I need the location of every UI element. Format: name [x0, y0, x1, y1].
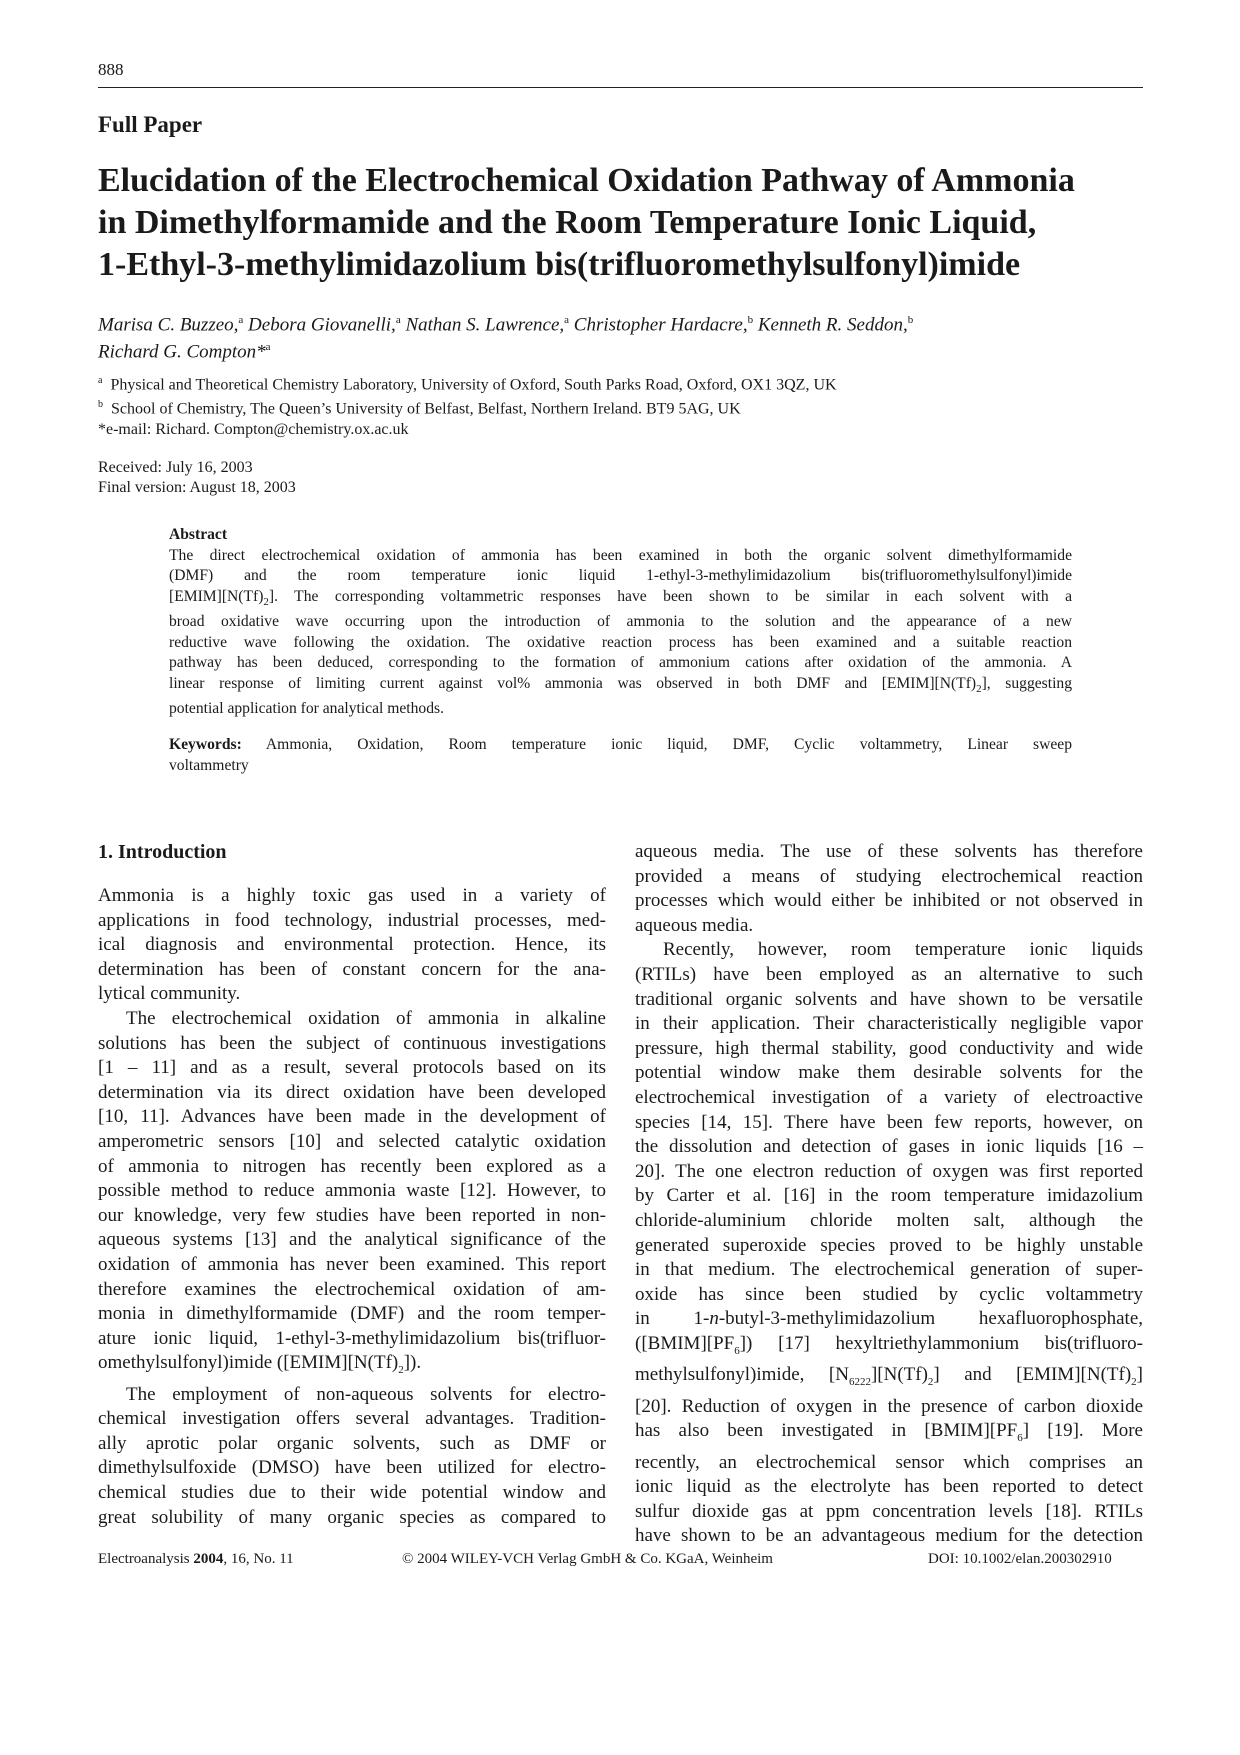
left-column [98, 840, 606, 1530]
abstract-line: pathway has been deduced, corresponding to the formation of ammonium cations after oxidation of the ammonia. A [169, 654, 1072, 672]
page-number: 888 [98, 60, 124, 79]
affiliations [98, 371, 1148, 440]
author: Nathan S. Lawrence, [405, 314, 565, 336]
right-column [635, 840, 1143, 1549]
paper-title [98, 160, 1148, 286]
affiliation-mark: a [98, 375, 103, 386]
section-label: Full Paper [98, 112, 203, 137]
author: Marisa C. Buzzeo, [98, 314, 239, 336]
keywords-continued: voltammetry [169, 756, 249, 774]
author: Debora Giovanelli, [248, 314, 396, 336]
title-line: 1-Ethyl-3-methylimidazolium bis(trifluoromethylsulfonyl)imide [98, 246, 1021, 283]
author-list [98, 309, 1148, 364]
author: Richard G. Compton* [98, 341, 266, 363]
keywords-label: Keywords: [169, 736, 242, 753]
paragraph-rtils: Recently, however, room temperature ionic liquids (RTILs) have been employed as an alternative to such traditional organic solvents and have shown to be versatile in their application. Their characteristically negligible vapor pressure, high thermal stability, good conductivity and wide potential window make them desirable solvents for the electrochemical investigation of a variety of electroactive species [14, 15]. There have been few reports, however, on the dissolution and detection of gases in ionic liquids [16 – 20]. The one electron reduction of oxygen was first reported by Carter et al. [16] in the room temperature imidazolium chloride-aluminium chloride molten salt, although the generated superoxide species proved to be highly unstable in that medium. The electrochemical generation of super- oxide has since been studied by cyclic voltammetry in 1-n-butyl-3-methylimidazolium hexafluorophosphate, $([BMIM][PF_6])$ [17] hexyltriethylammonium bis(trifluoro- methylsulfonyl)imide, $[N_{6222}][N(Tf)_2]$ and $[EMIM][N(Tf)_2]$ [20]. Reduction of oxygen in the presence of carbon dioxide has also been investigated in $[BMIM][PF_6]$ [19]. More recently, an electrochemical sensor which comprises an ionic liquid as the electrolyte has been reported to detect sulfur dioxide gas at ppm concentration levels [18]. RTILs have shown to be an advantageous medium for the detection [635, 939, 1144, 1547]
abstract-heading: Abstract [169, 526, 228, 543]
title-line: in Dimethylformamide and the Room Temperature Ionic Liquid, [98, 204, 1037, 241]
affiliation-a: Physical and Theoretical Chemistry Laboratory, University of Oxford, South Parks Road, Oxford, OX1 3QZ, UK [110, 376, 837, 394]
affiliation-mark: b [98, 399, 103, 411]
affiliation-mark: a [265, 341, 271, 354]
author: Christopher Hardacre, [573, 314, 748, 336]
affiliation-mark: a [238, 314, 244, 326]
affiliation-mark: a [395, 314, 401, 326]
dates [98, 458, 296, 498]
footer-copyright: © 2004 WILEY-VCH Verlag GmbH & Co. KGaA, Weinheim [402, 1551, 773, 1567]
header-rule [98, 87, 1143, 88]
affiliation-mark: b [747, 314, 754, 326]
footer-journal: Electroanalysis 2004, 16, No. 11 [98, 1551, 294, 1567]
paragraph-2: The electrochemical oxidation of ammonia in alkaline solutions has been the subject of continuous investigations [1 – 11] and as a result, several protocols based on its determination via its direct oxidation have been developed [10, 11]. Advances have been made in the development of amperometric sensors [10] and selected catalytic oxidation of ammonia to nitrogen has recently been explored as a possible method to reduce ammonia waste [12]. However, to our knowledge, very few studies have been reported in non- aqueous systems [13] and the analytical significance of the oxidation of ammonia has never been examined. This report therefore examines the electrochemical oxidation of am- monia in dimethylformamide (DMF) and the room temper- ature ionic liquid, 1-ethyl-3-methylimidazolium bis(trifluor- omethylsulfonyl)imide $([EMIM][N(Tf)_2])$. [98, 1007, 606, 1377]
keywords-list: Ammonia, Oxidation, Room temperature ionic liquid, DMF, Cyclic voltammetry, Linear sweep [265, 736, 1072, 753]
affiliation-mark: a [564, 314, 570, 326]
paragraph-1: Ammonia is a highly toxic gas used in a variety of applications in food technology, industrial processes, med- ical diagnosis and environmental protection. Hence, its determination has been of constant concern for the ana- lytical community. [98, 885, 606, 1005]
keywords [169, 735, 1072, 776]
contact-email: *e-mail: Richard. Compton@chemistry.ox.ac.uk [98, 420, 409, 438]
final-version-date: Final version: August 18, 2003 [98, 479, 296, 496]
abstract-line: The direct electrochemical oxidation of ammonia has been examined in both the organic solvent dimethylformamide [169, 546, 1072, 564]
title-line: Elucidation of the Electrochemical Oxidation Pathway of Ammonia [98, 162, 1075, 199]
received-date: Received: July 16, 2003 [98, 459, 253, 476]
abstract-line: linear response of limiting current against vol% ammonia was observed in both DMF and $[EMIM][N(Tf)_2]$, suggesting [169, 674, 1073, 695]
abstract-line: (DMF) and the room temperature ionic liquid 1-ethyl-3-methylimidazolium bis(trifluoromethylsulfonyl)imide [169, 567, 1072, 584]
abstract-line: $[EMIM][N(Tf)_2]$. The corresponding voltammetric responses have been shown to be similar in each solvent with a [169, 587, 1072, 608]
abstract-line: potential application for analytical methods. [169, 700, 444, 718]
paragraph-3: The employment of non-aqueous solvents for electro- chemical investigation offers several advantages. Tradition- ally aprotic polar organic solvents, such as DMF or dimethylsulfoxide (DMSO) have been utilized for electro- chemical studies due to their wide potential window and great solubility of many organic species as compared to [98, 1383, 606, 1528]
abstract-line: broad oxidative wave occurring upon the introduction of ammonia to the solution and the appearance of a new [169, 613, 1072, 631]
affiliation-b: School of Chemistry, The Queen’s University of Belfast, Belfast, Northern Ireland. BT9 5AG, UK [111, 400, 741, 418]
introduction-heading: 1. Introduction [98, 841, 227, 863]
abstract-line: reductive wave following the oxidation. The oxidative reaction process has been examined and a suitable reaction [169, 633, 1072, 651]
affiliation-mark: b [907, 314, 914, 326]
abstract [169, 525, 1072, 720]
author: Kenneth R. Seddon, [757, 314, 908, 336]
footer-doi: DOI: 10.1002/elan.200302910 [928, 1551, 1112, 1567]
paragraph-continued: aqueous media. The use of these solvents has therefore provided a means of studying electrochemical reaction processes which would either be inhibited or not observed in aqueous media. [635, 841, 1143, 936]
